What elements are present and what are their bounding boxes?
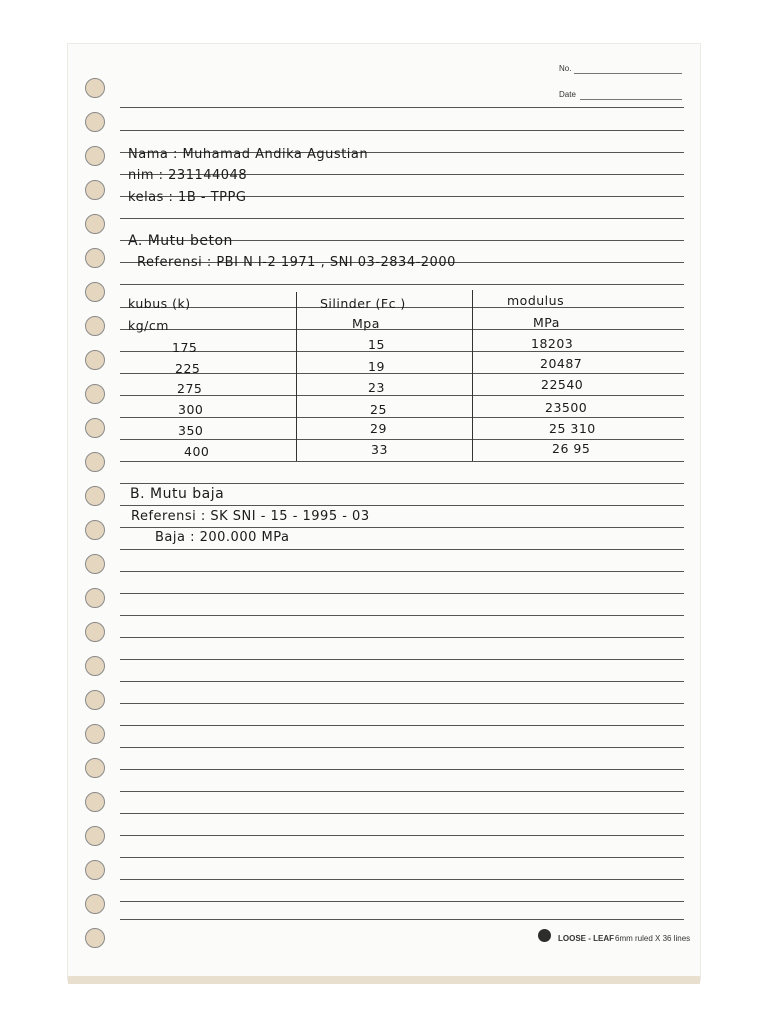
binder-hole (85, 894, 105, 914)
rule-line (120, 527, 684, 528)
table-unit-modulus: MPa (533, 315, 560, 330)
table-cell-kubus: 300 (178, 402, 204, 417)
table-cell-kubus: 400 (184, 444, 210, 459)
date-label: Date (559, 90, 576, 99)
binder-hole (85, 724, 105, 744)
rule-line (120, 329, 684, 330)
binder-hole (85, 690, 105, 710)
section-b-reference: Referensi : SK SNI - 15 - 1995 - 03 (131, 509, 370, 524)
rule-line (120, 593, 684, 594)
rule-line (120, 919, 684, 920)
student-nim: nim : 231144048 (128, 168, 248, 183)
table-cell-modulus: 18203 (531, 336, 574, 351)
rule-line (120, 901, 684, 902)
rule-line (120, 747, 684, 748)
binder-hole (85, 452, 105, 472)
rule-line (120, 439, 684, 440)
binder-hole (85, 78, 105, 98)
rule-line (120, 571, 684, 572)
rule-line (120, 549, 684, 550)
binder-hole (85, 418, 105, 438)
table-divider (296, 292, 297, 461)
no-label: No. (559, 64, 572, 73)
table-cell-kubus: 175 (172, 340, 198, 355)
rule-line (120, 107, 684, 108)
student-name: Nama : Muhamad Andika Agustian (128, 147, 369, 162)
binder-hole (85, 316, 105, 336)
table-cell-silinder: 25 (370, 402, 387, 417)
rule-line (120, 373, 684, 374)
table-cell-silinder: 23 (368, 380, 385, 395)
no-rule (574, 73, 682, 74)
rule-line (120, 417, 684, 418)
rule-line (120, 395, 684, 396)
date-rule (580, 99, 682, 100)
brand-logo-icon (538, 929, 551, 942)
table-cell-kubus: 275 (177, 381, 203, 396)
binder-hole (85, 588, 105, 608)
footer-brand: LOOSE - LEAF (558, 934, 614, 943)
table-unit-kubus: kg/cm (128, 318, 169, 333)
rule-line (120, 835, 684, 836)
table-cell-silinder: 15 (368, 337, 385, 352)
binder-hole (85, 554, 105, 574)
paper-edge (68, 976, 700, 984)
rule-line (120, 483, 684, 484)
footer-ruling: 6mm ruled X 36 lines (615, 934, 691, 943)
rule-line (120, 769, 684, 770)
table-cell-modulus: 20487 (540, 356, 583, 371)
table-cell-modulus: 26 95 (552, 441, 591, 456)
binder-hole (85, 112, 105, 132)
rule-line (120, 659, 684, 660)
binder-hole (85, 758, 105, 778)
binder-hole (85, 860, 105, 880)
binder-hole (85, 248, 105, 268)
rule-line (120, 461, 684, 462)
rule-line (120, 681, 684, 682)
rule-line (120, 615, 684, 616)
rule-line (120, 879, 684, 880)
baja-value: Baja : 200.000 MPa (155, 530, 290, 545)
rule-line (120, 813, 684, 814)
table-header-modulus: modulus (507, 293, 565, 308)
table-cell-kubus: 350 (178, 423, 204, 438)
rule-line (120, 284, 684, 285)
section-a-title: A. Mutu beton (128, 233, 233, 249)
table-cell-modulus: 23500 (545, 400, 588, 415)
binder-hole (85, 146, 105, 166)
section-b-title: B. Mutu baja (130, 486, 225, 502)
table-cell-modulus: 25 310 (549, 421, 596, 436)
table-divider (472, 290, 473, 461)
binder-hole (85, 214, 105, 234)
rule-line (120, 130, 684, 131)
binder-hole (85, 520, 105, 540)
rule-line (120, 351, 684, 352)
binder-hole (85, 384, 105, 404)
table-header-kubus: kubus (k) (128, 296, 191, 311)
table-cell-silinder: 33 (371, 442, 388, 457)
binder-hole (85, 792, 105, 812)
binder-hole (85, 350, 105, 370)
table-header-silinder: Silinder (Fc ) (320, 296, 406, 311)
table-cell-kubus: 225 (175, 361, 201, 376)
rule-line (120, 857, 684, 858)
rule-line (120, 637, 684, 638)
section-a-reference: Referensi : PBI N I-2 1971 , SNI 03-2834-2000 (137, 255, 456, 270)
table-cell-silinder: 19 (368, 359, 385, 374)
student-kelas: kelas : 1B - TPPG (128, 190, 247, 205)
table-unit-silinder: Mpa (352, 316, 380, 331)
binder-hole (85, 928, 105, 948)
rule-line (120, 703, 684, 704)
table-cell-modulus: 22540 (541, 377, 584, 392)
rule-line (120, 791, 684, 792)
binder-hole (85, 622, 105, 642)
table-cell-silinder: 29 (370, 421, 387, 436)
binder-hole (85, 656, 105, 676)
binder-hole (85, 282, 105, 302)
binder-hole (85, 826, 105, 846)
binder-hole (85, 180, 105, 200)
rule-line (120, 505, 684, 506)
rule-line (120, 725, 684, 726)
rule-line (120, 218, 684, 219)
binder-hole (85, 486, 105, 506)
